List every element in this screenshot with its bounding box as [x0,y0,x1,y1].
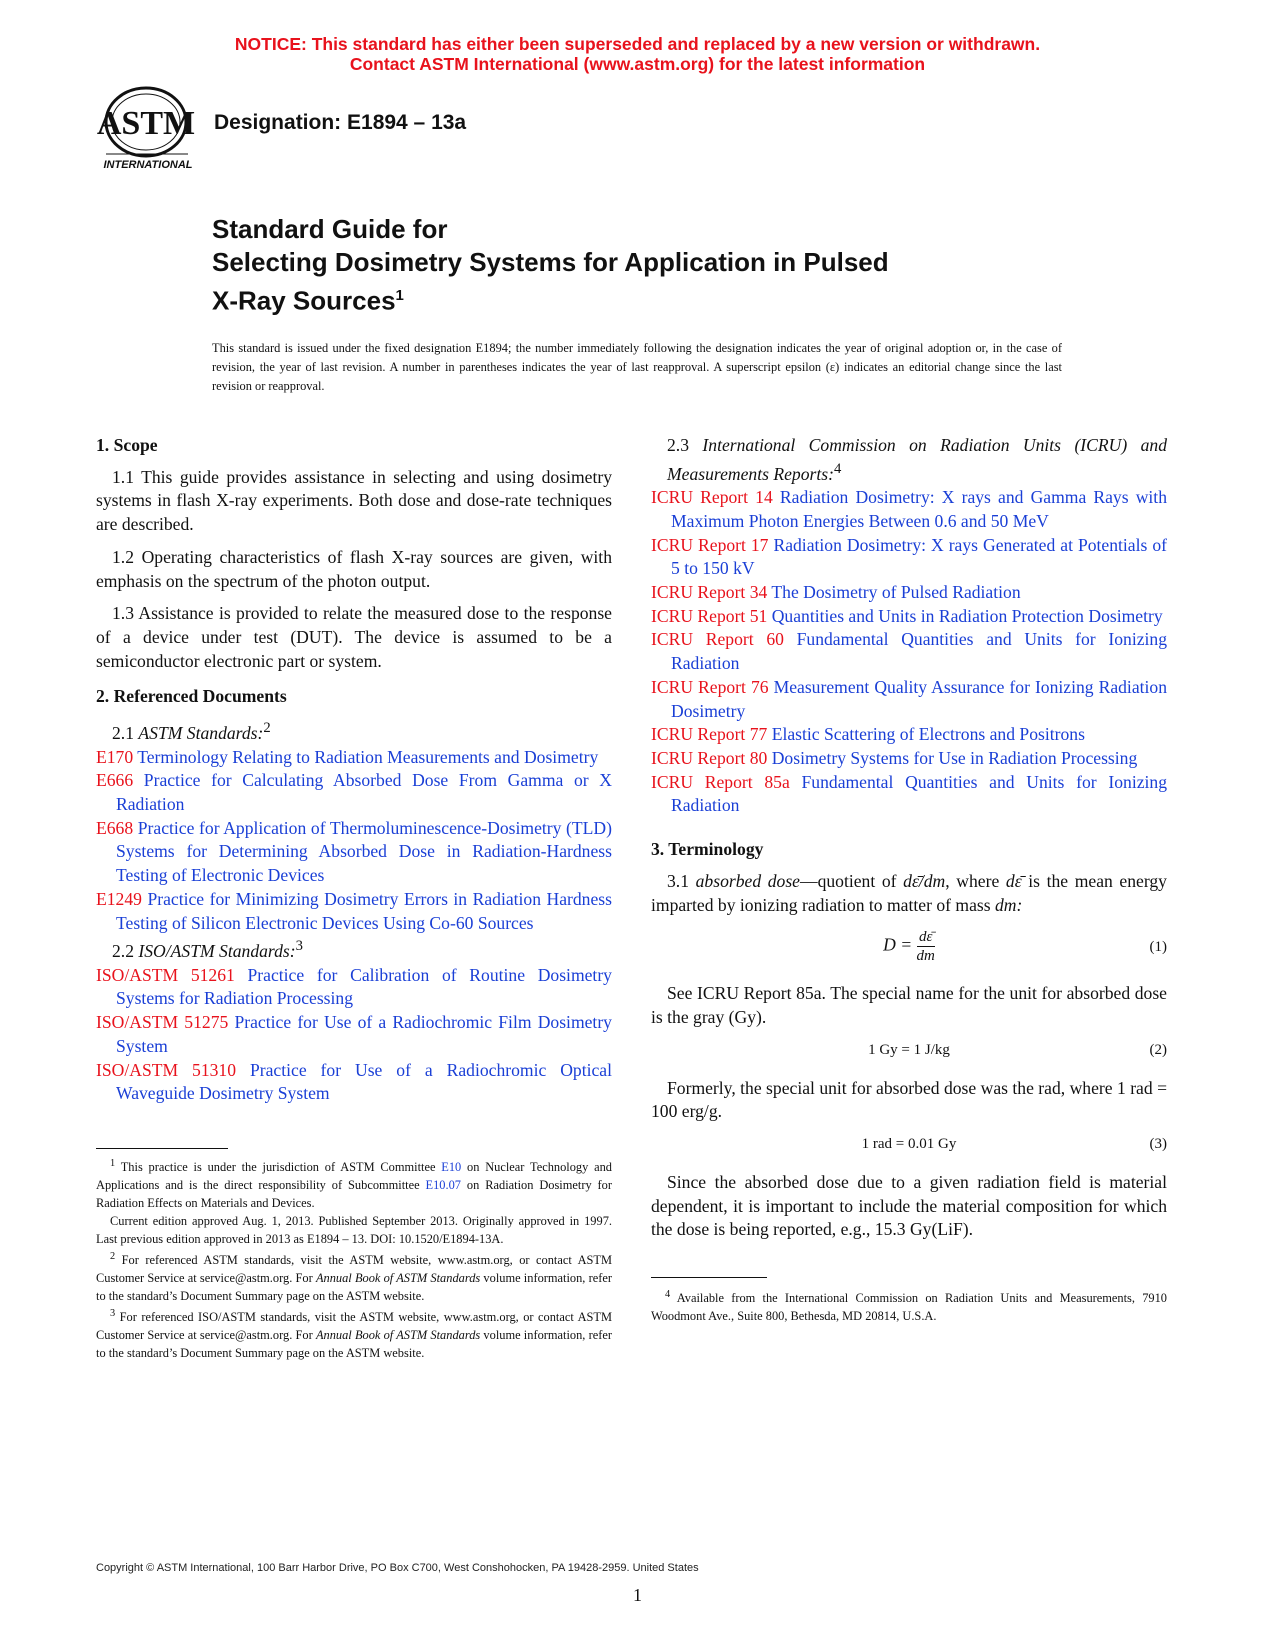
def-expr-1: dε̄/dm [903,870,946,891]
scope-heading: 1. Scope [96,435,158,455]
iso-standards-num: 2.2 [112,941,134,962]
refdocs-heading: 2. Referenced Documents [96,686,287,707]
eq1-label: (1) [1149,939,1167,956]
iso-standards-text: ISO/ASTM Standards: [138,941,296,962]
ref-item [96,769,612,816]
eq2-label: (2) [1149,1041,1167,1058]
footnote-1 [96,1155,612,1248]
left-column [96,434,612,1362]
ref-title-link[interactable]: Measurement Quality Assurance for Ionizing Radiation Dosimetry [671,676,1167,721]
ref-item [651,605,1167,629]
astm-ref-list [96,746,612,936]
ref-item [96,1059,612,1106]
footnote-4 [651,1286,1167,1325]
title-line-3 [212,279,889,318]
ref-item [651,723,1167,747]
ref-item [651,747,1167,771]
ref-item [96,964,612,1011]
title-line-1: Standard Guide for [212,214,448,244]
title-footnote-ref[interactable]: 1 [395,287,404,304]
ref-title-link[interactable]: Practice for Calibration of Routine Dosimetry Systems for Radiation Processing [116,964,612,1009]
def-term: absorbed dose [695,870,800,891]
fn1-b: on Nuclear Technology and Applications and is the direct responsibility of Subcommittee [96,1160,612,1193]
astm-standards-label [96,717,612,746]
fn4-marker: 4 [665,1289,671,1301]
icru-footnote-ref[interactable]: 4 [833,460,842,477]
ref-item [651,534,1167,581]
equation-3 [651,1133,1167,1161]
ref-item [96,817,612,888]
ref-title-link[interactable]: Practice for Calculating Absorbed Dose From Gamma or X Radiation [116,770,612,814]
ref-title-link[interactable]: Fundamental Quantities and Units for Ionizing Radiation [671,629,1167,674]
ref-item [96,746,612,770]
def-expr-3: dm: [994,894,1023,915]
def-expr-2: dε̄ [1005,870,1022,891]
scope-1-1: 1.1 This guide provides assistance in selecting and using dosimetry systems in flash X-ray experiments. Both dose and dose-rate techniques are described. [96,466,612,535]
ref-title-link[interactable]: Elastic Scattering of Electrons and Positrons [771,724,1085,745]
withdrawal-notice [0,34,1275,74]
fn1-subcommittee-link[interactable]: E10.07 [425,1178,461,1193]
ref-code-link[interactable]: ICRU Report 34 [651,582,768,603]
ref-title-link[interactable]: Fundamental Quantities and Units for Ionizing Radiation [671,771,1167,816]
fn3-a: For referenced ISO/ASTM standards, visit the ASTM website, www.astm.org, or contact ASTM Customer Service at service@astm.org. For [96,1310,612,1343]
icru-label-text: International Commission on Radiation Units (ICRU) and Measurements Reports: [667,435,1168,484]
ref-item [651,628,1167,675]
iso-ref-list [96,964,612,1106]
designation: Designation: E1894 – 13a [214,111,467,134]
fn1-a: This practice is under the jurisdiction of ASTM Committee [115,1160,442,1175]
icru-label-num: 2.3 [667,435,689,455]
fn2-book: Annual Book of ASTM Standards [315,1271,481,1286]
ref-title-link[interactable]: Practice for Use of a Radiochromic Film Dosimetry System [116,1012,612,1056]
fn1-marker: 1 [110,1158,116,1169]
ref-item [96,1011,612,1058]
ref-code-link[interactable]: ICRU Report 85a [651,771,790,792]
icru-ref-list [651,486,1167,818]
rad-paragraph: Formerly, the special unit for absorbed dose was the rad, where 1 rad = 100 erg/g. [651,1077,1167,1122]
eq1-numerator: dε̄ [917,928,935,947]
ref-item [651,486,1167,533]
ref-code-link[interactable]: ISO/ASTM 51261 [96,964,235,985]
fn1-d: Current edition approved Aug. 1, 2013. Published September 2013. Originally approved in 1997. Last previous edition approved in 2013 as E1894 – 13. DOI: 10.1520/E1894-13A. [96,1214,612,1247]
ref-item [651,581,1167,605]
astm-logo-icon [96,84,200,180]
eq3-label: (3) [1149,1136,1167,1153]
equation-1 [651,926,1167,972]
copyright-line: Copyright © ASTM International, 100 Barr Harbor Drive, PO Box C700, West Conshohocken, PA 19428-2959. United States [96,1562,699,1574]
logo-letters: ASTM [96,105,196,142]
fn2-b: volume information, refer to the standard’s Document Summary page on the ASTM website. [96,1271,612,1304]
ref-item [651,676,1167,723]
def-text-c: is the mean energy imparted by ionizing radiation to matter of mass [651,870,1167,915]
eq3-body: 1 rad = 0.01 Gy [861,1136,957,1153]
equation-2 [651,1039,1167,1067]
def-text-b: , where [945,870,1006,891]
title-line-3-text: X-Ray Sources [212,285,396,316]
ref-code-link[interactable]: E666 [96,770,134,791]
iso-footnote-ref[interactable]: 3 [295,938,303,955]
title-line-2: Selecting Dosimetry Systems for Application in Pulsed [212,247,889,277]
ref-title-link[interactable]: Radiation Dosimetry: X rays and Gamma Rays with Maximum Photon Energies Between 0.6 and 50 MeV [671,487,1167,531]
ref-code-link[interactable]: E170 [96,746,134,767]
notice-line-2: Contact ASTM International (www.astm.org) for the latest information [349,54,926,74]
ref-title-link[interactable]: Dosimetry Systems for Use in Radiation Processing [771,748,1138,768]
ref-title-link[interactable]: Practice for Minimizing Dosimetry Errors in Radiation Hardness Testing of Silicon Electronic Devices Using Co-60 Sources [116,888,612,933]
ref-code-link[interactable]: E668 [96,817,134,838]
fn1-c: on Radiation Dosimetry for Radiation Effects on Materials and Devices. [96,1178,613,1211]
right-column [651,434,1167,1325]
ref-code-link[interactable]: ICRU Report 14 [651,487,773,508]
ref-title-link[interactable]: Terminology Relating to Radiation Measurements and Dosimetry [137,746,599,767]
absorbed-dose-definition [651,870,1167,917]
footnote-2 [96,1248,612,1305]
def-num: 3.1 [667,870,689,891]
page-number: 1 [633,1585,642,1605]
icru-label [651,434,1167,486]
material-dependence-paragraph: Since the absorbed dose due to a given radiation field is material dependent, it is important to include the material composition for which the dose is being reported, e.g., 15.3 Gy(LiF). [651,1172,1167,1240]
ref-title-link[interactable]: Practice for Application of Thermoluminescence-Dosimetry (TLD) Systems for Determining Absorbed Dose in Radiation-Hardness Testing of Electronic Devices [116,817,612,886]
ref-code-link[interactable]: E1249 [96,888,142,909]
ref-code-link[interactable]: ICRU Report 60 [651,629,784,650]
ref-code-link[interactable]: ICRU Report 51 [651,605,768,626]
ref-title-link[interactable]: Practice for Use of a Radiochromic Optical Waveguide Dosimetry System [116,1059,612,1104]
fn4-text: Available from the International Commission on Radiation Units and Measurements, 7910 Woodmont Ave., Suite 800, Bethesda, MD 20814, U.S.A. [651,1291,1167,1324]
ref-code-link[interactable]: ICRU Report 76 [651,676,769,697]
fn1-committee-link[interactable]: E10 [441,1160,462,1175]
eq1-lhs: D = [883,934,913,955]
astm-standards-num: 2.1 [112,722,134,743]
iso-standards-label [96,935,612,964]
def-text-a: —quotient of [799,870,904,891]
fn3-b: volume information, refer to the standard’s Document Summary page on the ASTM website. [96,1328,612,1361]
astm-standards-text: ASTM Standards: [138,722,264,743]
issue-note: This standard is issued under the fixed designation E1894; the number immediately following the designation indicates the year of original adoption or, in the case of revision, the year of last revision. A number in parentheses indicates the year of last reapproval. A superscript epsilon (ε) indicates an editorial change since the last revision or reapproval. [212,341,1062,393]
ref-item [96,888,612,935]
ref-code-link[interactable]: ISO/ASTM 51310 [96,1059,237,1080]
eq1-fraction [917,928,935,965]
fn3-book: Annual Book of ASTM Standards [315,1328,481,1343]
document-title [212,213,889,318]
scope-1-3: 1.3 Assistance is provided to relate the measured dose to the response of a device under test (DUT). The device is assumed to be a semiconductor electronic part or system. [96,603,612,671]
ref-code-link[interactable]: ICRU Report 80 [651,748,768,768]
ref-item [651,771,1167,818]
eq2-body: 1 Gy = 1 J/kg [868,1041,950,1058]
gray-paragraph: See ICRU Report 85a. The special name for the unit for absorbed dose is the gray (Gy). [651,983,1167,1027]
ref-code-link[interactable]: ICRU Report 17 [651,534,769,555]
ref-title-link[interactable]: The Dosimetry of Pulsed Radiation [771,582,1021,603]
ref-code-link[interactable]: ICRU Report 77 [651,724,768,745]
fn2-marker: 2 [110,1251,116,1263]
astm-footnote-ref[interactable]: 2 [263,720,271,737]
logo-org: INTERNATIONAL [103,159,193,171]
fn3-marker: 3 [110,1308,116,1320]
eq1-denominator: dm [916,948,935,965]
scope-1-2: 1.2 Operating characteristics of flash X-ray sources are given, with emphasis on the spectrum of the photon output. [96,546,612,591]
footnote-3 [96,1305,612,1362]
terminology-heading: 3. Terminology [651,839,764,860]
ref-title-link[interactable]: Radiation Dosimetry: X rays Generated at Potentials of 5 to 150 kV [671,534,1167,579]
ref-code-link[interactable]: ISO/ASTM 51275 [96,1012,229,1033]
notice-line-1: NOTICE: This standard has either been superseded and replaced by a new version or withdrawn. [234,34,1041,54]
fn2-a: For referenced ASTM standards, visit the ASTM website, www.astm.org, or contact ASTM Customer Service at service@astm.org. For [96,1253,612,1286]
ref-title-link[interactable]: Quantities and Units in Radiation Protection Dosimetry [771,605,1163,626]
